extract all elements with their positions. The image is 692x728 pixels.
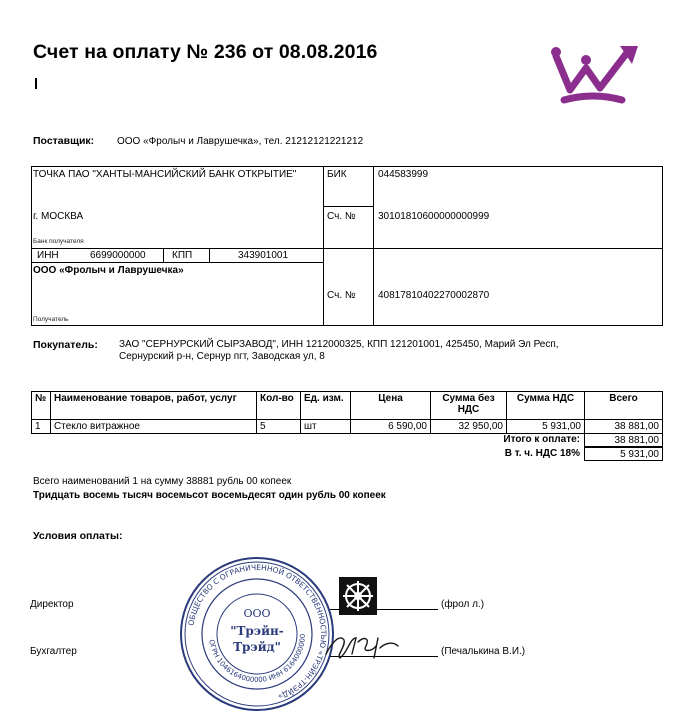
- accountant-name: (Печалькина В.И.): [441, 646, 526, 657]
- stamp-inner-line2: Трэйд": [233, 640, 281, 654]
- summary-amount-in-words: Тридцать восемь тысяч восемьсот восемьдесят один рубль 00 копеек: [33, 490, 386, 501]
- total-value: 38 881,00: [584, 433, 663, 447]
- bank-name: ТОЧКА ПАО "ХАНТЫ-МАНСИЙСКИЙ БАНК ОТКРЫТИЕ": [33, 169, 297, 180]
- company-stamp: [178, 555, 336, 713]
- corr-account-label: Сч. №: [327, 211, 356, 222]
- vat-label: В т. ч. НДС 18%: [504, 448, 580, 459]
- stamp-inner-top: ООО: [243, 607, 271, 620]
- row-number: 1: [32, 420, 51, 434]
- col-price: Цена: [351, 392, 431, 420]
- crown-logo-icon: [546, 38, 640, 110]
- row-name: Стекло витражное: [51, 420, 257, 434]
- bank-caption: Банк получателя: [33, 238, 84, 245]
- accountant-signature: [318, 628, 406, 662]
- items-table-header: [32, 392, 663, 420]
- col-unit: Ед. изм.: [301, 392, 351, 420]
- table-row: [32, 420, 663, 434]
- payment-terms-label: Условия оплаты:: [33, 530, 123, 542]
- recipient-name: ООО «Фролыч и Лаврушечка»: [33, 265, 184, 276]
- stamp-ogrn-text: ОГРН 1046164000000 ИНН 6164000000: [207, 633, 308, 685]
- summary-line1: Всего наименований 1 на сумму 38881 рубль 00 копеек: [33, 476, 292, 487]
- ship-wheel-seal-icon: [338, 576, 378, 616]
- account-label: Сч. №: [327, 290, 356, 301]
- bank-details-box: [31, 166, 663, 326]
- items-table: [31, 391, 663, 434]
- kpp-value: 343901001: [238, 250, 289, 261]
- row-sum-no-vat: 32 950,00: [431, 420, 507, 434]
- supplier-value: ООО «Фролыч и Лаврушечка», тел. 21212121221212: [117, 136, 364, 147]
- col-sum-no-vat: Сумма без НДС: [431, 392, 507, 420]
- col-total: Всего: [585, 392, 663, 420]
- row-total: 38 881,00: [585, 420, 663, 434]
- invoice-title: Счет на оплату № 236 от 08.08.2016: [33, 41, 378, 63]
- stamp-inner-line1: "Трэйн-: [230, 624, 284, 638]
- col-vat: Сумма НДС: [507, 392, 585, 420]
- total-label: Итого к оплате:: [503, 434, 580, 445]
- buyer-label: Покупатель:: [33, 339, 98, 351]
- stamp-outer-text: ОБЩЕСТВО С ОГРАНИЧЕННОЙ ОТВЕТСТВЕННОСТЬЮ «ТРЭЙН-ТРЭЙД»: [186, 562, 329, 702]
- buyer-line2: Сернурский р-н, Сернур пгт, Заводская ул, 8: [119, 351, 325, 362]
- supplier-label: Поставщик:: [33, 135, 95, 147]
- bik-value: 044583999: [378, 169, 429, 180]
- row-vat: 5 931,00: [507, 420, 585, 434]
- corr-account-value: 30101810600000000999: [378, 211, 490, 222]
- text-cursor: [35, 78, 37, 89]
- col-number: №: [32, 392, 51, 420]
- inn-label: ИНН: [37, 250, 59, 261]
- row-qty: 5: [257, 420, 301, 434]
- recipient-caption: Получатель: [33, 316, 69, 323]
- bank-city: г. МОСКВА: [33, 211, 84, 222]
- row-price: 6 590,00: [351, 420, 431, 434]
- director-name: (фрол л.): [441, 599, 485, 610]
- buyer-line1: ЗАО "СЕРНУРСКИЙ СЫРЗАВОД", ИНН 1212000325, КПП 121201001, 425450, Марий Эл Респ,: [119, 339, 559, 350]
- inn-value: 6699000000: [90, 250, 146, 261]
- col-qty: Кол-во: [257, 392, 301, 420]
- director-label: Директор: [30, 599, 74, 610]
- row-unit: шт: [301, 420, 351, 434]
- col-name: Наименование товаров, работ, услуг: [51, 392, 257, 420]
- vat-value: 5 931,00: [584, 447, 663, 461]
- bik-label: БИК: [327, 169, 347, 180]
- kpp-label: КПП: [172, 250, 193, 261]
- account-value: 40817810402270002870: [378, 290, 490, 301]
- accountant-label: Бухгалтер: [30, 646, 77, 657]
